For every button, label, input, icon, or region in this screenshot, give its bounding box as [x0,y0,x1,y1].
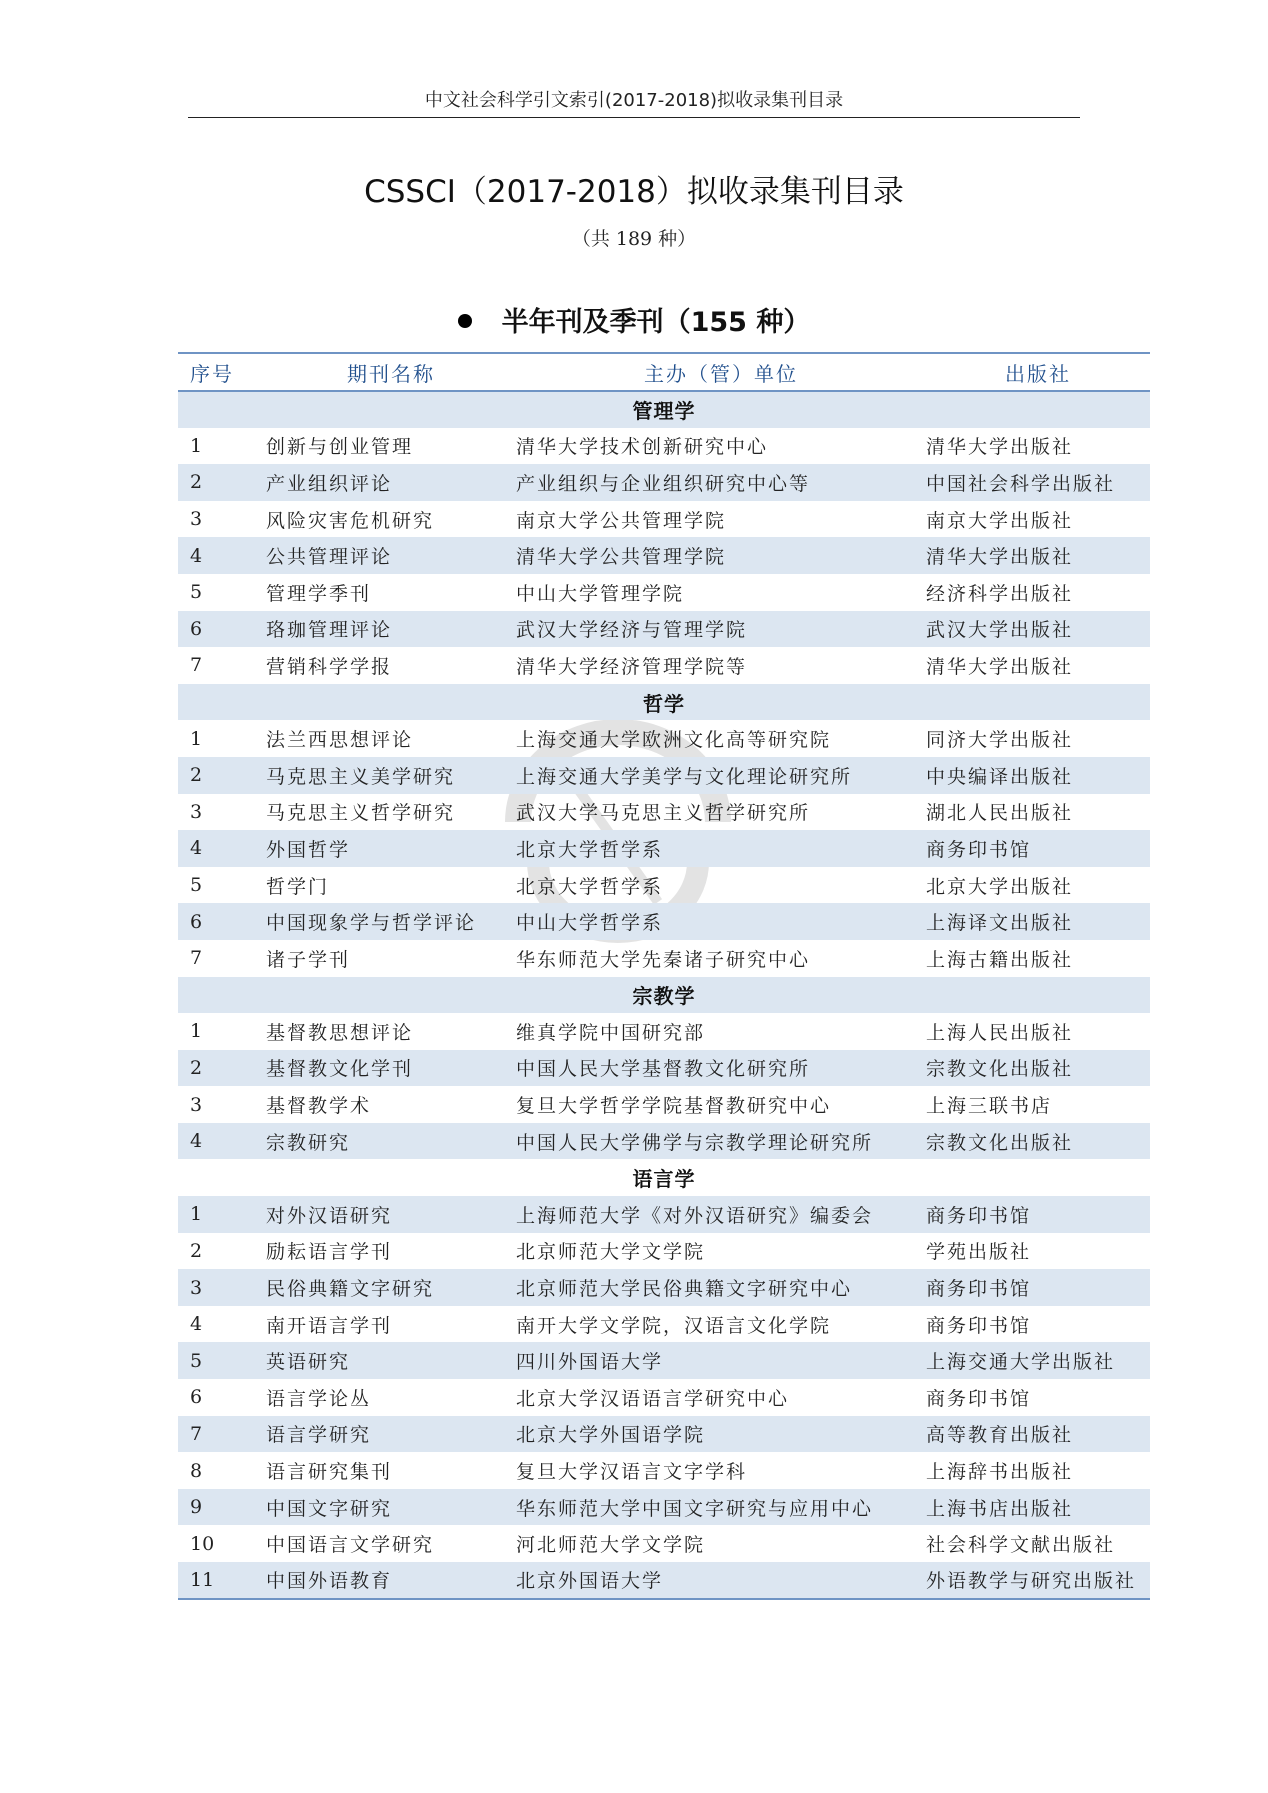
journal-name-cell: 诸子学刊 [266,948,351,971]
table-row [178,720,1150,757]
sponsor-cell: 华东师范大学中国文字研究与应用中心 [516,1489,926,1526]
sponsor-cell: 华东师范大学先秦诸子研究中心 [516,948,811,971]
journal-name-cell: 语言学研究 [266,1416,516,1453]
section-heading-text: 半年刊及季刊（155 种） [501,307,811,338]
publisher-cell: 高等教育出版社 [926,1416,1150,1453]
serial-cell: 9 [178,1489,266,1526]
sponsor-cell: 上海交通大学美学与文化理论研究所 [516,757,926,794]
table-row [178,903,1150,940]
publisher-cell: 中国社会科学出版社 [926,464,1150,501]
publisher-cell: 商务印书馆 [926,830,1150,867]
publisher-cell: 经济科学出版社 [926,582,1074,605]
serial-cell: 1 [190,727,203,750]
table-row [178,757,1150,794]
table-row [178,1342,1150,1379]
publisher-cell: 上海古籍出版社 [926,948,1074,971]
table-row [178,611,1150,648]
sponsor-cell: 北京师范大学民俗典籍文字研究中心 [516,1269,926,1306]
table-row [178,1123,1150,1160]
publisher-cell: 外语教学与研究出版社 [926,1562,1150,1599]
header-sponsor: 主办（管）单位 [516,353,926,391]
journal-name-cell: 中国现象学与哲学评论 [266,903,516,940]
sponsor-cell: 武汉大学经济与管理学院 [516,611,926,648]
serial-cell: 4 [178,1123,266,1160]
category-label: 宗教学 [178,977,1150,1014]
journal-name-cell: 宗教研究 [266,1123,516,1160]
publisher-cell: 上海辞书出版社 [926,1461,1074,1484]
sponsor-cell: 河北师范大学文学院 [516,1534,706,1557]
journal-name-cell: 管理学季刊 [266,582,372,605]
publisher-cell: 商务印书馆 [926,1196,1150,1233]
category-row [178,684,1150,721]
journal-name-cell: 产业组织评论 [266,464,516,501]
document-subtitle: （共 189 种） [571,228,697,250]
serial-cell: 6 [178,903,266,940]
publisher-cell: 上海交通大学出版社 [926,1342,1150,1379]
publisher-cell: 商务印书馆 [926,1314,1032,1337]
journal-name-cell: 语言学论丛 [266,1387,372,1410]
category-row [178,1159,1150,1196]
publisher-cell: 清华大学出版社 [926,537,1150,574]
publisher-cell: 湖北人民出版社 [926,802,1074,825]
serial-cell: 7 [190,947,203,970]
serial-cell: 4 [178,537,266,574]
table-row [178,1489,1150,1526]
table-row [178,1086,1150,1123]
header-rule [188,117,1080,118]
journal-name-cell: 中国文字研究 [266,1489,516,1526]
sponsor-cell: 南京大学公共管理学院 [516,509,727,532]
journal-name-cell: 对外汉语研究 [266,1196,516,1233]
journal-name-cell: 马克思主义哲学研究 [266,802,456,825]
sponsor-cell: 复旦大学哲学学院基督教研究中心 [516,1095,832,1118]
sponsor-cell: 清华大学经济管理学院等 [516,655,748,678]
publisher-cell: 宗教文化出版社 [926,1050,1150,1087]
sponsor-cell: 北京大学哲学系 [516,830,926,867]
sponsor-cell: 北京师范大学文学院 [516,1241,706,1264]
category-label: 语言学 [632,1167,696,1192]
serial-cell: 5 [190,581,203,604]
serial-cell: 4 [178,830,266,867]
publisher-cell: 宗教文化出版社 [926,1123,1150,1160]
journal-name-cell: 风险灾害危机研究 [266,509,435,532]
publisher-cell: 中央编译出版社 [926,757,1150,794]
sponsor-cell: 上海交通大学欧洲文化高等研究院 [516,729,832,752]
bullet-icon [458,314,472,328]
category-row [178,977,1150,1014]
table-row [178,1562,1150,1599]
journal-name-cell: 创新与创业管理 [266,436,414,459]
table-row [178,647,1150,684]
header-serial: 序号 [178,353,266,391]
publisher-cell: 同济大学出版社 [926,729,1074,752]
journal-name-cell: 外国哲学 [266,830,516,867]
journal-name-cell: 基督教思想评论 [266,1021,414,1044]
table-row [178,867,1150,904]
serial-cell: 3 [178,1269,266,1306]
serial-cell: 2 [178,1050,266,1087]
table-row [178,794,1150,831]
document-title: CSSCI（2017-2018）拟收录集刊目录 [364,174,904,210]
sponsor-cell: 上海师范大学《对外汉语研究》编委会 [516,1196,926,1233]
header-publisher: 出版社 [926,353,1150,391]
serial-cell: 7 [190,654,203,677]
table-row [178,830,1150,867]
serial-cell: 7 [178,1416,266,1453]
serial-cell: 4 [190,1313,203,1336]
publisher-cell: 上海书店出版社 [926,1489,1150,1526]
table-row [178,1233,1150,1270]
journal-name-cell: 营销科学学报 [266,655,393,678]
serial-cell: 6 [190,1386,203,1409]
table-row [178,1379,1150,1416]
serial-cell: 10 [190,1532,215,1555]
table-row [178,1416,1150,1453]
header-journal-name: 期刊名称 [266,353,516,391]
journal-name-cell: 南开语言学刊 [266,1314,393,1337]
serial-cell: 3 [190,508,203,531]
table-row [178,940,1150,977]
table-row [178,1013,1150,1050]
serial-cell: 11 [178,1562,266,1599]
journal-name-cell: 哲学门 [266,875,330,898]
publisher-cell: 清华大学出版社 [926,655,1074,678]
table-row [178,1196,1150,1233]
serial-cell: 6 [178,611,266,648]
publisher-cell: 学苑出版社 [926,1241,1032,1264]
table-row [178,537,1150,574]
table-row [178,1452,1150,1489]
section-heading [0,300,1268,339]
journal-name-cell: 公共管理评论 [266,537,516,574]
sponsor-cell: 中国人民大学佛学与宗教学理论研究所 [516,1123,926,1160]
sponsor-cell: 清华大学公共管理学院 [516,537,926,574]
journal-name-cell: 珞珈管理评论 [266,611,516,648]
publisher-cell: 清华大学出版社 [926,436,1074,459]
table-row [178,428,1150,465]
publisher-cell: 武汉大学出版社 [926,611,1150,648]
table-header-row [178,353,1150,391]
category-label: 管理学 [178,391,1150,428]
serial-cell: 2 [178,757,266,794]
serial-cell: 5 [190,874,203,897]
sponsor-cell: 北京大学哲学系 [516,875,664,898]
category-row [178,391,1150,428]
publisher-cell: 商务印书馆 [926,1269,1150,1306]
sponsor-cell: 复旦大学汉语言文字学科 [516,1461,748,1484]
sponsor-cell: 武汉大学马克思主义哲学研究所 [516,802,811,825]
journal-name-cell: 中国外语教育 [266,1562,516,1599]
serial-cell: 2 [178,464,266,501]
table-row [178,1050,1150,1087]
publisher-cell: 上海人民出版社 [926,1021,1074,1044]
journal-name-cell: 民俗典籍文字研究 [266,1269,516,1306]
serial-cell: 2 [190,1239,203,1262]
sponsor-cell: 维真学院中国研究部 [516,1021,706,1044]
serial-cell: 3 [190,800,203,823]
journal-name-cell: 英语研究 [266,1342,516,1379]
journal-name-cell: 法兰西思想评论 [266,729,414,752]
serial-cell: 5 [178,1342,266,1379]
publisher-cell: 上海三联书店 [926,1095,1053,1118]
running-header: 中文社会科学引文索引(2017-2018)拟收录集刊目录 [424,90,844,111]
publisher-cell: 商务印书馆 [926,1387,1032,1410]
serial-cell: 8 [190,1459,203,1482]
journal-name-cell: 励耘语言学刊 [266,1241,393,1264]
serial-cell: 1 [190,434,203,457]
sponsor-cell: 北京大学外国语学院 [516,1416,926,1453]
table-row [178,1269,1150,1306]
sponsor-cell: 北京外国语大学 [516,1562,926,1599]
journal-name-cell: 中国语言文学研究 [266,1534,435,1557]
journal-name-cell: 语言研究集刊 [266,1461,393,1484]
journal-name-cell: 基督教文化学刊 [266,1050,516,1087]
serial-cell: 1 [190,1020,203,1043]
sponsor-cell: 产业组织与企业组织研究中心等 [516,464,926,501]
table-row [178,1525,1150,1562]
sponsor-cell: 北京大学汉语语言学研究中心 [516,1387,790,1410]
table-row [178,501,1150,538]
sponsor-cell: 中山大学管理学院 [516,582,685,605]
table-row [178,574,1150,611]
publisher-cell: 南京大学出版社 [926,509,1074,532]
publisher-cell: 上海译文出版社 [926,903,1150,940]
publisher-cell: 北京大学出版社 [926,875,1074,898]
category-label: 哲学 [178,684,1150,721]
table-body [178,391,1150,1599]
sponsor-cell: 中国人民大学基督教文化研究所 [516,1050,926,1087]
sponsor-cell: 南开大学文学院，汉语言文化学院 [516,1314,832,1337]
journal-name-cell: 马克思主义美学研究 [266,757,516,794]
serial-cell: 3 [190,1093,203,1116]
sponsor-cell: 清华大学技术创新研究中心 [516,436,769,459]
sponsor-cell: 四川外国语大学 [516,1342,926,1379]
sponsor-cell: 中山大学哲学系 [516,903,926,940]
publisher-cell: 社会科学文献出版社 [926,1534,1116,1557]
journal-name-cell: 基督教学术 [266,1095,372,1118]
serial-cell: 1 [178,1196,266,1233]
table-row [178,464,1150,501]
table-row [178,1306,1150,1343]
journal-catalog-table [178,352,1150,1600]
